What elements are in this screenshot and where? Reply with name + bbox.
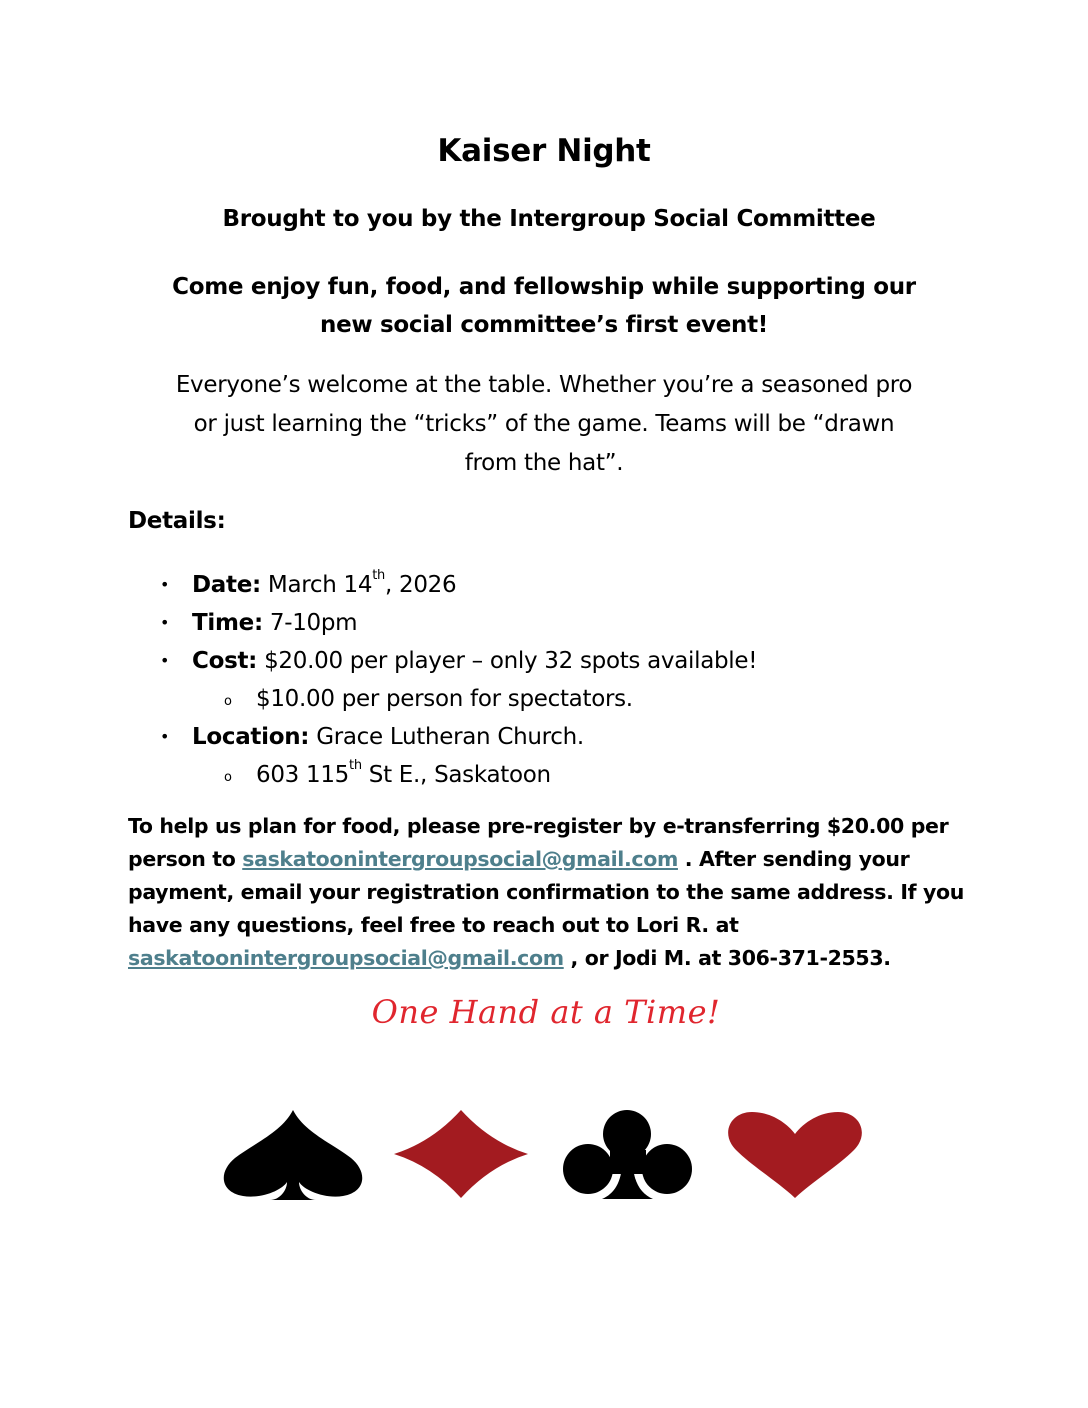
time-value: 7-10pm: [269, 610, 358, 636]
cost-value: $20.00 per player – only 32 spots available!: [264, 648, 758, 674]
cost-label: Cost:: [192, 648, 258, 674]
welcome-paragraph: [130, 366, 958, 483]
tagline-line-1: Come enjoy fun, food, and fellowship while supporting our: [172, 274, 916, 300]
welcome-line-2: or just learning the “tricks” of the game. Teams will be “drawn: [193, 411, 895, 437]
welcome-line-3: from the hat”.: [464, 450, 624, 476]
spade-icon: [224, 1110, 362, 1200]
date-value: March 14th, 2026: [267, 568, 457, 598]
sub-bullet: o: [224, 694, 232, 709]
bullet: •: [160, 575, 170, 594]
bullet: •: [160, 651, 170, 670]
email-link[interactable]: saskatoonintergroupsocial@gmail.com: [242, 847, 678, 871]
time-label: Time:: [192, 610, 263, 636]
bullet: •: [160, 613, 170, 632]
heart-icon: [728, 1112, 862, 1198]
tagline: [130, 268, 958, 344]
welcome-line-1: Everyone’s welcome at the table. Whether you’re a seasoned pro: [175, 372, 913, 398]
registration-paragraph: To help us plan for food, please pre-register by e-transferring $20.00 per person to saskatoonintergroupsocial@gmail.com . After sending your payment, email your registration confirmation to the same address. If you have any questions, feel free to reach out to Lori R. at saskatoonintergroupsocial@gmail.com , or Jodi M. at 306-371-2553.: [128, 814, 965, 970]
club-icon: [563, 1110, 692, 1199]
spectator-cost: $10.00 per person for spectators.: [256, 686, 633, 712]
location-value: Grace Lutheran Church.: [316, 724, 584, 750]
diamond-icon: [394, 1110, 528, 1198]
subtitle: Brought to you by the Intergroup Social Committee: [222, 206, 876, 232]
card-suits: [0, 1100, 1088, 1210]
bullet: •: [160, 727, 170, 746]
address-value: 603 115th St E., Saskatoon: [256, 758, 551, 788]
date-label: Date:: [192, 572, 261, 598]
tagline-line-2: new social committee’s first event!: [320, 312, 768, 338]
location-label: Location:: [192, 724, 310, 750]
detail-cost-text: [192, 642, 757, 680]
detail-date-text: [192, 566, 456, 604]
detail-location-text: [192, 718, 584, 756]
sub-bullet: o: [224, 770, 232, 785]
details-heading: Details:: [128, 508, 226, 534]
email-link-secondary[interactable]: saskatoonintergroupsocial@gmail.com: [128, 946, 564, 970]
slogan: One Hand at a Time!: [371, 993, 721, 1031]
detail-time-text: [192, 604, 357, 642]
page-title: Kaiser Night: [437, 133, 651, 169]
